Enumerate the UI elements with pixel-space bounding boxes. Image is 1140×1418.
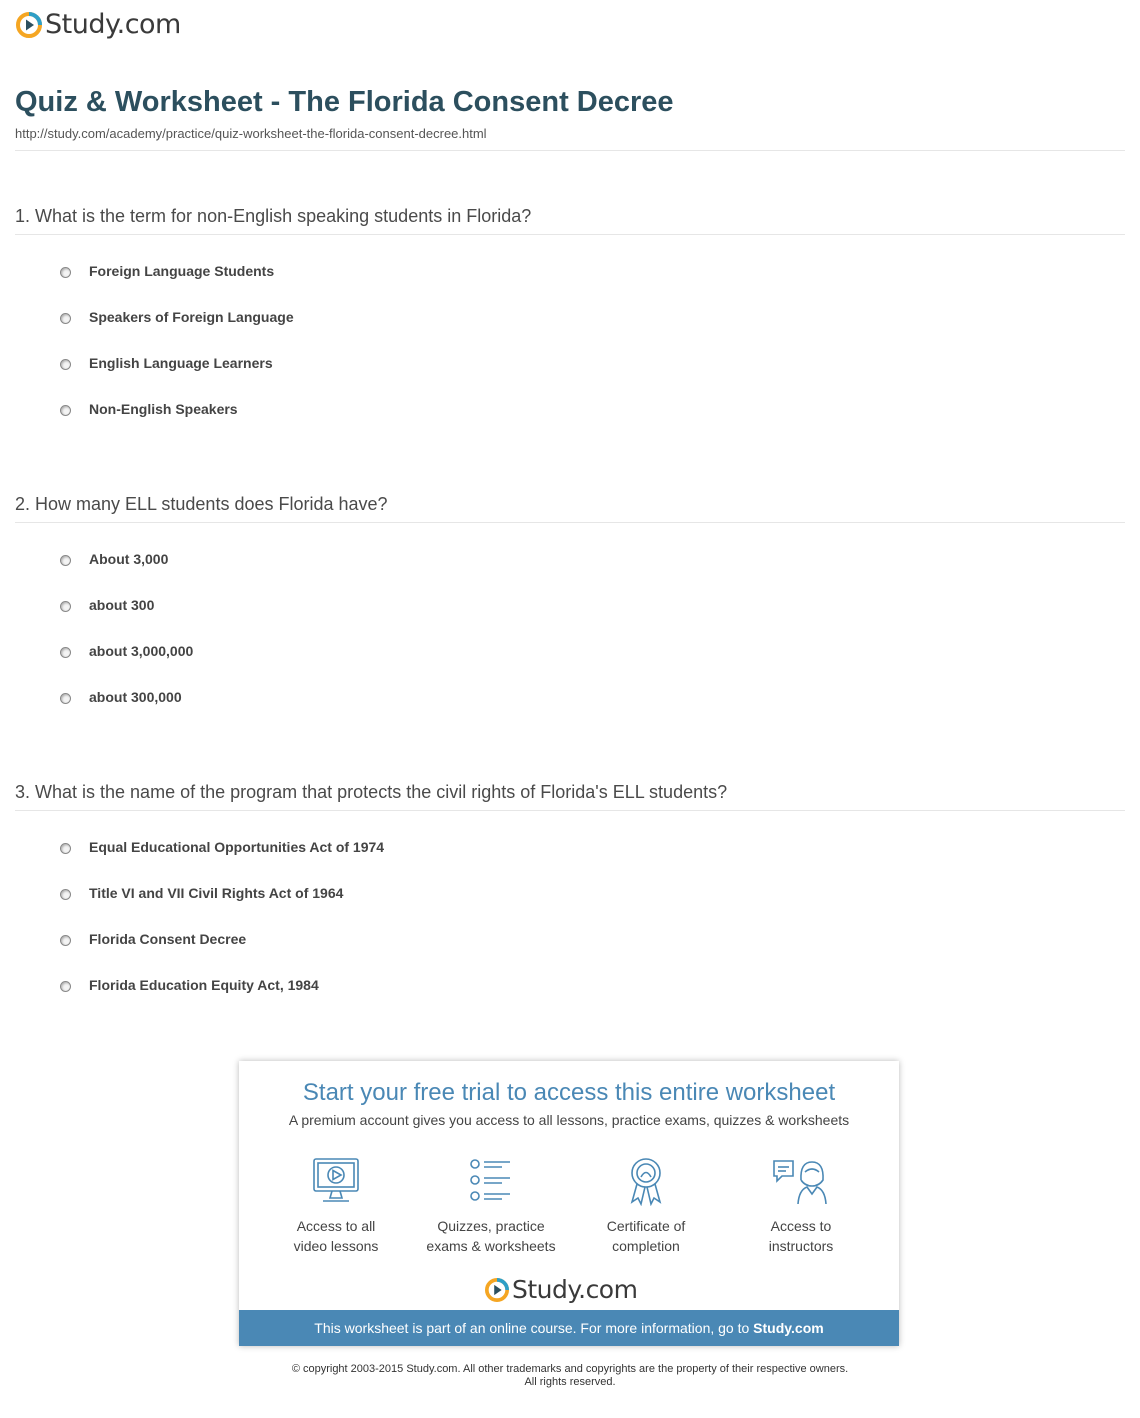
radio-button[interactable] (60, 313, 71, 324)
play-logo-icon (485, 1278, 509, 1302)
feature-video-lessons (261, 1156, 411, 1256)
option[interactable] (60, 400, 294, 446)
option-label: about 3,000,000 (89, 643, 194, 659)
option-label: Non-English Speakers (89, 401, 238, 417)
free-trial-promo (239, 1061, 899, 1346)
option-label: Florida Education Equity Act, 1984 (89, 977, 319, 993)
divider (15, 522, 1125, 523)
option-label: Foreign Language Students (89, 263, 275, 279)
option-label: Title VI and VII Civil Rights Act of 1964 (89, 885, 344, 901)
option[interactable] (60, 930, 384, 976)
radio-button[interactable] (60, 555, 71, 566)
radio-button[interactable] (60, 601, 71, 612)
question-2: 2. How many ELL students does Florida have? (15, 494, 388, 514)
option[interactable] (60, 596, 193, 642)
page-url: http://study.com/academy/practice/quiz-worksheet-the-florida-consent-decree.html (15, 126, 487, 141)
radio-button[interactable] (60, 843, 71, 854)
feature-label: Access to (770, 1218, 832, 1234)
play-logo-icon (16, 12, 42, 38)
radio-button[interactable] (60, 889, 71, 900)
feature-label: Quizzes, practice (437, 1218, 545, 1234)
rights-line: All rights reserved. (524, 1376, 616, 1388)
copyright-footer (0, 1363, 1140, 1389)
radio-button[interactable] (60, 981, 71, 992)
option[interactable] (60, 262, 294, 308)
feature-quizzes (416, 1156, 566, 1256)
option[interactable] (60, 688, 193, 734)
radio-button[interactable] (60, 359, 71, 370)
promo-info-bar (239, 1310, 899, 1346)
logo-text: Study.com (512, 1275, 638, 1304)
promo-bar-link[interactable]: Study.com (753, 1320, 824, 1336)
option[interactable] (60, 838, 384, 884)
option-label: Florida Consent Decree (89, 931, 247, 947)
quiz-list-icon (466, 1156, 516, 1206)
options-list-1 (60, 262, 294, 446)
option-label: About 3,000 (89, 551, 169, 567)
option-label: about 300 (89, 597, 155, 613)
option[interactable] (60, 550, 193, 596)
radio-button[interactable] (60, 935, 71, 946)
copyright-line: © copyright 2003-2015 Study.com. All other trademarks and copyrights are the property of their respective owners. (291, 1363, 849, 1375)
promo-subtitle: A premium account gives you access to all lessons, practice exams, quizzes & worksheets (288, 1112, 850, 1128)
option[interactable] (60, 884, 384, 930)
options-list-3 (60, 838, 384, 1022)
feature-label: instructors (768, 1238, 834, 1254)
option[interactable] (60, 642, 193, 688)
feature-label: completion (612, 1238, 680, 1254)
question-3: 3. What is the name of the program that protects the civil rights of Florida's ELL students? (15, 782, 728, 802)
divider (15, 234, 1125, 235)
question-1: 1. What is the term for non-English speaking students in Florida? (15, 206, 532, 226)
feature-label: Access to all (296, 1218, 376, 1234)
radio-button[interactable] (60, 267, 71, 278)
option[interactable] (60, 976, 384, 1022)
video-lessons-icon (311, 1156, 361, 1206)
option-label: Equal Educational Opportunities Act of 1974 (89, 839, 385, 855)
radio-button[interactable] (60, 693, 71, 704)
feature-certificate (571, 1156, 721, 1256)
instructor-chat-icon (771, 1156, 831, 1206)
feature-instructors (726, 1156, 876, 1256)
divider (15, 150, 1125, 151)
feature-label: Certificate of (606, 1218, 686, 1234)
option[interactable] (60, 308, 294, 354)
radio-button[interactable] (60, 405, 71, 416)
divider (15, 810, 1125, 811)
option-label: about 300,000 (89, 689, 182, 705)
option-label: English Language Learners (89, 355, 273, 371)
option[interactable] (60, 354, 294, 400)
certificate-ribbon-icon (621, 1156, 671, 1206)
option-label: Speakers of Foreign Language (89, 309, 294, 325)
feature-label: exams & worksheets (426, 1238, 556, 1254)
page-title: Quiz & Worksheet - The Florida Consent Decree (15, 86, 674, 118)
feature-label: video lessons (293, 1238, 379, 1254)
options-list-2 (60, 550, 193, 734)
logo-text: Study.com (45, 9, 181, 40)
promo-title[interactable]: Start your free trial to access this entire worksheet (302, 1079, 836, 1106)
study-logo[interactable] (16, 10, 181, 40)
radio-button[interactable] (60, 647, 71, 658)
promo-bar-text: This worksheet is part of an online course. For more information, go to (314, 1320, 750, 1336)
promo-study-logo[interactable] (485, 1275, 637, 1305)
